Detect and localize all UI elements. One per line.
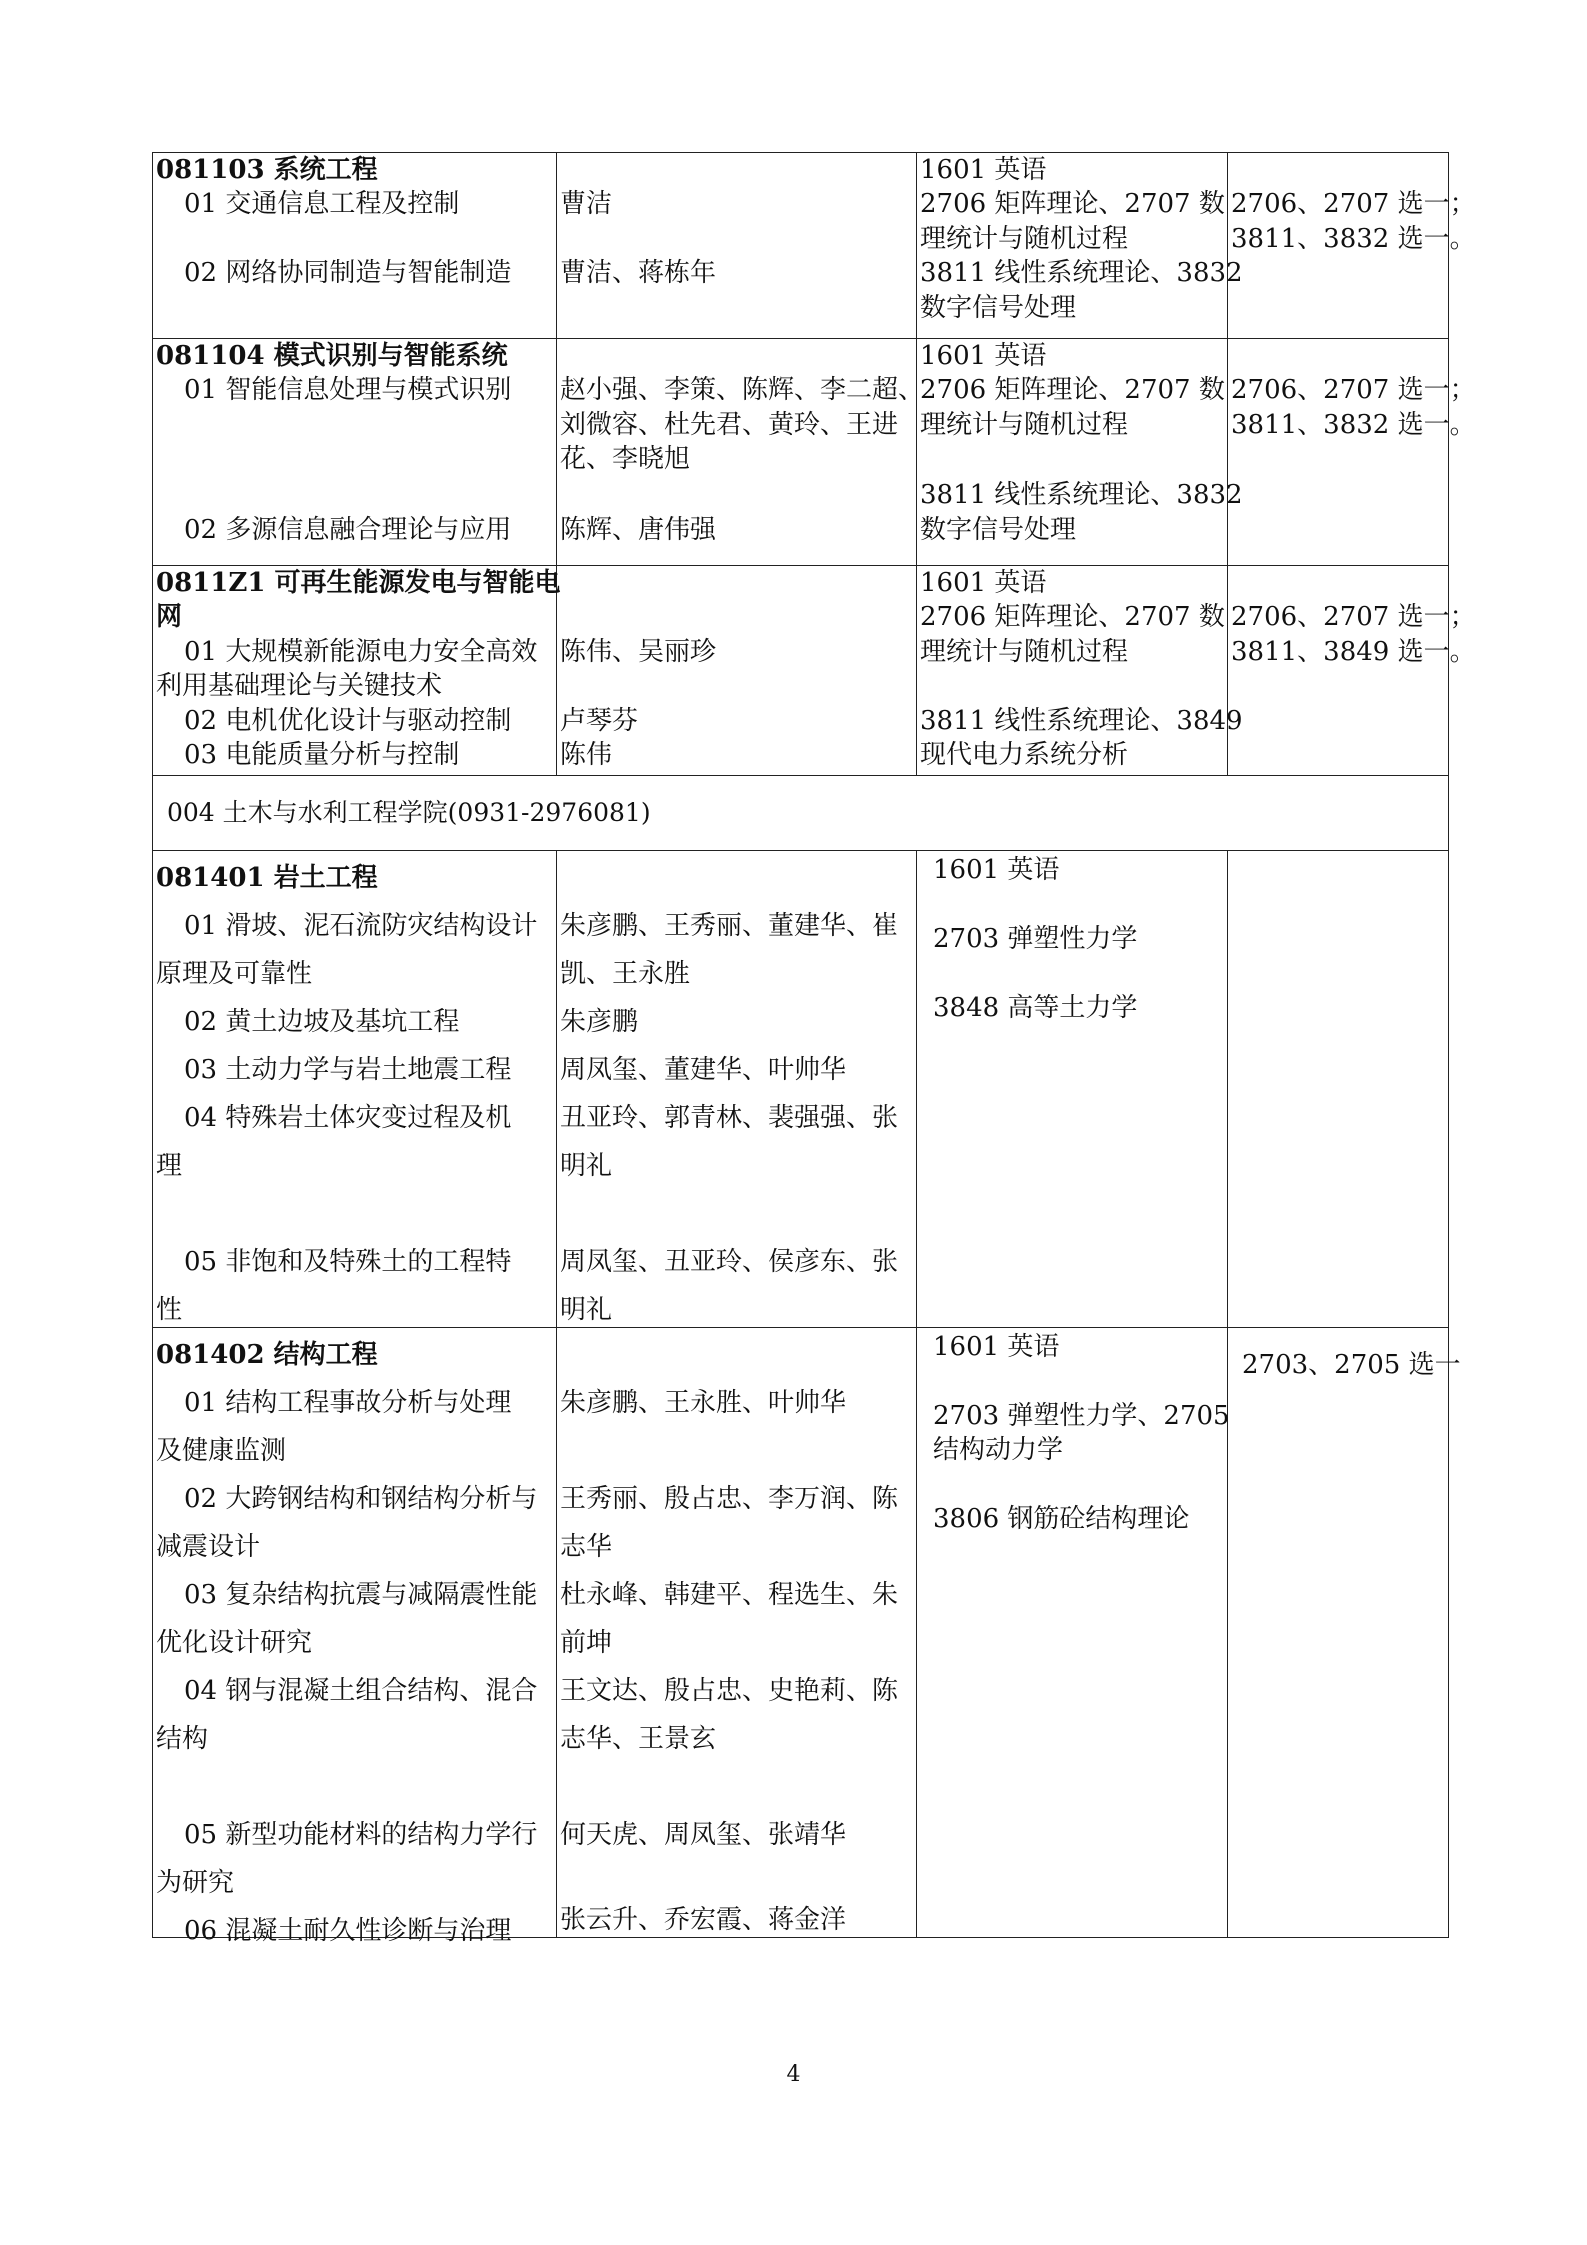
exam-line: 2706 矩阵理论、2707 数	[920, 189, 1225, 219]
college-title: 004 土木与水利工程学院(0931-2976081)	[167, 798, 651, 827]
college-cell	[153, 776, 1449, 851]
supervisor-cell	[557, 851, 917, 1328]
supervisor-list: 刘微容、杜先君、黄玲、王进	[560, 410, 899, 440]
exam-line: 2703 弹塑性力学	[933, 924, 1138, 954]
exam-line: 数字信号处理	[920, 293, 1077, 323]
major-cell	[153, 1328, 557, 1946]
exam-line: 3811 线性系统理论、3832	[920, 258, 1243, 288]
note-line: 3811、3849 选一。	[1231, 637, 1476, 667]
supervisor-list: 杜永峰、韩建平、程选生、朱	[560, 1580, 899, 1610]
exam-line: 1601 英语	[933, 1332, 1060, 1362]
exam-line: 2706 矩阵理论、2707 数	[920, 602, 1225, 632]
supervisor-list: 凯、王永胜	[560, 959, 691, 989]
exam-cell	[917, 851, 1228, 1328]
direction-item: 03 电能质量分析与控制	[184, 740, 460, 770]
direction-item: 05 非饱和及特殊土的工程特	[184, 1247, 512, 1277]
exam-cell	[917, 566, 1243, 776]
exam-line: 1601 英语	[920, 568, 1047, 598]
note-line: 2703、2705 选一	[1242, 1350, 1461, 1380]
supervisor-list: 朱彦鹏	[560, 1007, 639, 1037]
exam-cell	[917, 1328, 1228, 1938]
supervisor-list: 花、李晓旭	[560, 444, 691, 474]
note-cell	[1228, 566, 1476, 776]
supervisor-list: 周凤玺、丑亚玲、侯彦东、张	[560, 1247, 899, 1277]
major-title: 0811Z1 可再生能源发电与智能电	[156, 568, 561, 598]
exam-line: 3811 线性系统理论、3849	[920, 706, 1243, 736]
exam-line: 2703 弹塑性力学、2705	[933, 1401, 1230, 1431]
exam-line: 3811 线性系统理论、3832	[920, 480, 1243, 510]
supervisor-list: 曹洁、蒋栋年	[560, 258, 717, 288]
supervisor-list: 丑亚玲、郭青林、裴强强、张	[560, 1103, 899, 1133]
supervisor-list: 明礼	[560, 1151, 613, 1181]
supervisor-list: 卢琴芬	[560, 706, 639, 736]
direction-item: 性	[156, 1295, 183, 1325]
supervisor-list: 赵小强、李策、陈辉、李二超、	[560, 375, 925, 405]
supervisor-list: 陈伟	[560, 740, 613, 770]
table-row	[153, 851, 1449, 1328]
direction-item: 04 特殊岩土体灾变过程及机	[184, 1103, 512, 1133]
exam-line: 1601 英语	[920, 155, 1047, 185]
table-row	[153, 153, 1449, 339]
supervisor-list: 志华	[560, 1532, 613, 1562]
table-row	[153, 339, 1449, 566]
exam-cell	[917, 339, 1243, 566]
exam-line: 1601 英语	[920, 341, 1047, 371]
supervisor-list: 王文达、殷占忠、史艳莉、陈	[560, 1676, 899, 1706]
direction-item: 优化设计研究	[156, 1628, 313, 1658]
direction-item: 结构	[156, 1724, 209, 1754]
exam-cell	[917, 153, 1243, 339]
major-cell	[153, 339, 557, 566]
college-row	[153, 776, 1449, 851]
direction-item: 01 大规模新能源电力安全高效	[184, 637, 538, 667]
supervisor-list: 朱彦鹏、王秀丽、董建华、崔	[560, 911, 899, 941]
supervisor-list: 志华、王景玄	[560, 1724, 717, 1754]
major-title: 081401 岩土工程	[156, 863, 378, 893]
exam-line: 理统计与随机过程	[920, 410, 1129, 440]
supervisor-list: 朱彦鹏、王永胜、叶帅华	[560, 1388, 847, 1418]
major-cell	[153, 153, 557, 339]
supervisor-cell	[557, 339, 925, 566]
direction-item: 02 黄土边坡及基坑工程	[184, 1007, 460, 1037]
note-cell	[1228, 153, 1476, 339]
direction-item: 理	[156, 1151, 183, 1181]
supervisor-cell	[557, 1328, 917, 1938]
note-line: 3811、3832 选一。	[1231, 224, 1476, 254]
supervisor-list: 陈辉、唐伟强	[560, 515, 717, 545]
note-line: 3811、3832 选一。	[1231, 410, 1476, 440]
exam-line: 2706 矩阵理论、2707 数	[920, 375, 1225, 405]
major-title: 081402 结构工程	[156, 1340, 378, 1370]
direction-item: 为研究	[156, 1868, 235, 1898]
table-row	[153, 1328, 1449, 1938]
program-table	[152, 152, 1476, 1946]
supervisor-list: 曹洁	[560, 189, 613, 219]
major-title: 081104 模式识别与智能系统	[156, 341, 508, 371]
exam-line: 1601 英语	[933, 855, 1060, 885]
supervisor-list: 明礼	[560, 1295, 613, 1325]
note-line: 2706、2707 选一；	[1231, 375, 1476, 405]
supervisor-list: 何天虎、周凤玺、张靖华	[560, 1820, 847, 1850]
supervisor-list: 陈伟、吴丽珍	[560, 637, 717, 667]
note-line: 2706、2707 选一；	[1231, 602, 1476, 632]
supervisor-cell	[557, 566, 917, 776]
direction-item: 01 交通信息工程及控制	[184, 189, 460, 219]
major-title: 081103 系统工程	[156, 155, 378, 185]
major-cell	[153, 566, 561, 776]
exam-line: 3806 钢筋砼结构理论	[933, 1504, 1190, 1534]
direction-item: 及健康监测	[156, 1436, 287, 1466]
table-row	[153, 566, 1449, 776]
supervisor-list: 王秀丽、殷占忠、李万润、陈	[560, 1484, 899, 1514]
direction-item: 01 智能信息处理与模式识别	[184, 375, 512, 405]
exam-line: 理统计与随机过程	[920, 224, 1129, 254]
supervisor-list: 前坤	[560, 1628, 613, 1658]
exam-line: 3848 高等土力学	[933, 993, 1138, 1023]
direction-item: 03 复杂结构抗震与减隔震性能	[184, 1580, 538, 1610]
major-title: 网	[156, 602, 183, 632]
note-cell	[1228, 851, 1449, 1328]
note-cell	[1228, 1328, 1461, 1938]
direction-item: 02 多源信息融合理论与应用	[184, 515, 512, 545]
major-cell	[153, 851, 557, 1328]
exam-line: 理统计与随机过程	[920, 637, 1129, 667]
direction-item: 04 钢与混凝土组合结构、混合	[184, 1676, 538, 1706]
direction-item: 02 大跨钢结构和钢结构分析与	[184, 1484, 538, 1514]
page-number: 4	[786, 2062, 801, 2087]
direction-item: 01 滑坡、泥石流防灾结构设计	[184, 911, 538, 941]
exam-line: 现代电力系统分析	[920, 740, 1129, 770]
direction-item: 原理及可靠性	[156, 959, 313, 989]
supervisor-cell	[557, 153, 917, 339]
supervisor-list: 张云升、乔宏霞、蒋金洋	[560, 1905, 847, 1935]
direction-item: 06 混凝土耐久性诊断与治理	[184, 1916, 512, 1946]
note-line: 2706、2707 选一；	[1231, 189, 1476, 219]
exam-line: 结构动力学	[933, 1435, 1064, 1465]
exam-line: 数字信号处理	[920, 515, 1077, 545]
direction-item: 利用基础理论与关键技术	[156, 671, 443, 701]
direction-item: 03 土动力学与岩土地震工程	[184, 1055, 512, 1085]
note-cell	[1228, 339, 1476, 566]
direction-item: 02 网络协同制造与智能制造	[184, 258, 512, 288]
supervisor-list: 周凤玺、董建华、叶帅华	[560, 1055, 847, 1085]
direction-item: 减震设计	[156, 1532, 261, 1562]
direction-item: 05 新型功能材料的结构力学行	[184, 1820, 538, 1850]
direction-item: 01 结构工程事故分析与处理	[184, 1388, 512, 1418]
direction-item: 02 电机优化设计与驱动控制	[184, 706, 512, 736]
